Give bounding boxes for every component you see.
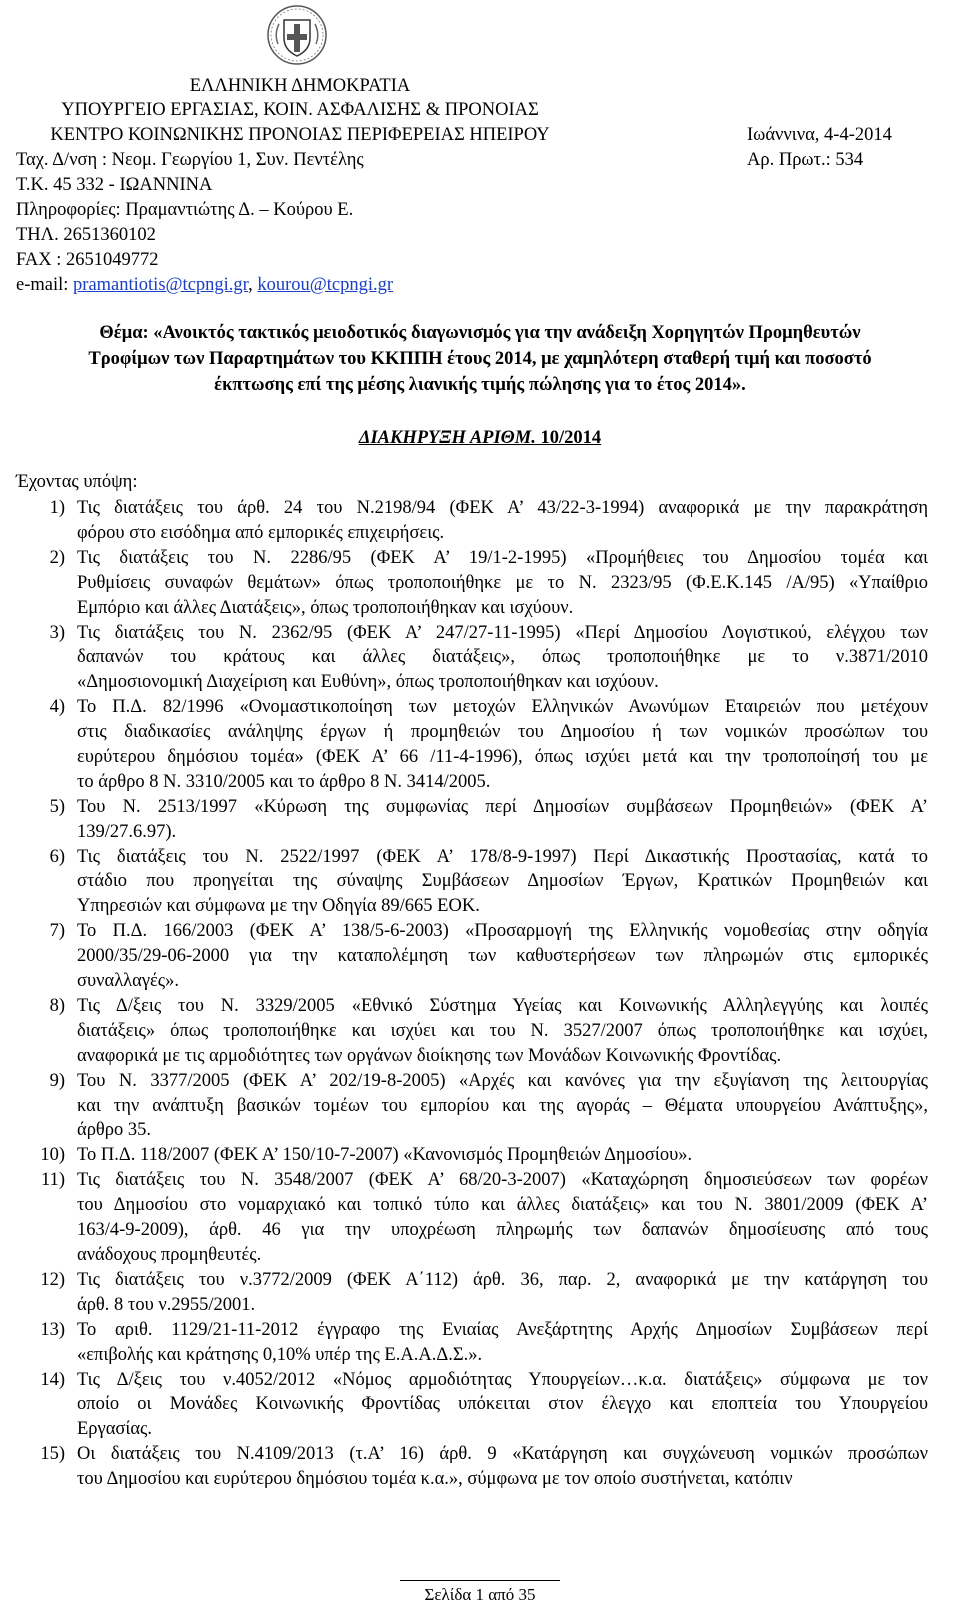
list-item-number: 1) [49,498,65,518]
list-item-line: Το Π.Δ. 118/2007 (ΦΕΚ Α’ 150/10-7-2007) «Κανονισμός Προμηθειών Δημοσίου». [77,1145,693,1166]
list-item-line: Του Ν. 2513/1997 «Κύρωση της συμφωνίας περί Δημοσίων συμβάσεων Προμηθειών» (ΦΕΚ Α’ [77,796,928,817]
declaration-number: 10/2014 [535,428,602,448]
list-item-line: 163/4-9-2009), άρθ. 46 για την υποχρέωση πληρωμής των δαπανών δημοσίευσης από τους [77,1220,928,1241]
list-item-line: Το αριθ. 1129/21-11-2012 έγγραφο της Ενιαίας Ανεξάρτητης Αρχής Δημοσίων Συμβάσεων περί [77,1319,928,1340]
list-item-line: Τις διατάξεις του Ν. 2522/1997 (ΦΕΚ Α’ 178/8-9-1997) Περί Δικαστικής Προστασίας, κατά το [77,846,928,867]
header-line-republic: ΕΛΛΗΝΙΚΗ ΔΗΜΟΚΡΑΤΙΑ [189,76,411,96]
list-item-number: 6) [49,846,65,867]
list-item-line: Υπηρεσιών και σύμφωνα με την Οδηγία 89/665 ΕΟΚ. [77,896,480,917]
list-item-number: 5) [49,796,65,817]
list-item-line: «Δημοσιονομική Διαχείριση και Ευθύνη», όπως τροποποιήθηκαν και ισχύουν. [77,672,659,693]
subject-line: Θέμα: «Ανοικτός τακτικός μειοδοτικός διαγωνισμός για την ανάδειξη Χορηγητών Προμηθευτών [99,323,861,343]
declaration-title [0,426,960,450]
list-item-number: 2) [49,547,65,568]
list-item-line: Τις Δ/ξεις του ν.4052/2012 «Νόμος αρμοδιότητας Υπουργείων…κ.α. διατάξεις» σύμφωνα με τον [77,1369,928,1390]
greek-state-emblem-icon [266,4,328,66]
list-item-line: Τις Δ/ξεις του Ν. 3329/2005 «Εθνικό Σύστημα Υγείας και Κοινωνικής Αλληλεγγύης και λοιπές [77,996,928,1016]
list-item-number: 13) [40,1319,65,1340]
list-item-number: 3) [49,622,65,643]
header-address: Ταχ. Δ/νση : Νεομ. Γεωργίου 1, Συν. Πεντέλης [16,150,364,170]
declaration-label: ΔΙΑΚΗΡΥΞΗ ΑΡΙΘΜ. [358,428,536,448]
list-item-line: άρθρο 35. [77,1120,152,1141]
email-label: e-mail: [16,275,74,295]
header-phone: ΤΗΛ. 2651360102 [16,225,156,245]
subject-block [20,320,940,398]
header-line-center: ΚΕΝΤΡΟ ΚΟΙΝΩΝΙΚΗΣ ΠΡΟΝΟΙΑΣ ΠΕΡΙΦΕΡΕΙΑΣ ΗΠΕΙΡΟΥ [50,125,550,145]
list-item-line: Οι διατάξεις του Ν.4109/2013 (τ.Α’ 16) άρθ. 9 «Κατάργηση και συγχώνευση νομικών προσώπων [77,1444,928,1465]
list-item-line: Του Ν. 3377/2005 (ΦΕΚ Α’ 202/19-8-2005) «Αρχές και κανόνες για την εξυγίανση της λειτουργίας [77,1070,928,1091]
header-line-ministry: ΥΠΟΥΡΓΕΙΟ ΕΡΓΑΣΙΑΣ, ΚΟΙΝ. ΑΣΦΑΛΙΣΗΣ & ΠΡΟΝΟΙΑΣ [61,100,539,120]
list-item-number: 10) [40,1145,65,1166]
list-item-line: το άρθρο 8 Ν. 3310/2005 και το άρθρο 8 Ν. 3414/2005. [77,771,491,792]
header-fax: FAX : 2651049772 [16,250,159,270]
page-footer: Σελίδα 1 από 35 [424,1585,536,1604]
list-item-line: 139/27.6.97). [77,821,177,842]
protocol-number: Αρ. Πρωτ.: 534 [747,150,864,170]
list-item-line: 2000/35/29-06-2000 για την καταπολέμηση των καθυστερήσεων των πληρωμών στις εμπορικές [77,946,928,967]
list-item-line: αναφορικά με τις αρμοδιότητες των οργάνων διοίκησης των Μονάδων Κοινωνικής Φροντίδας. [77,1045,782,1066]
list-item-line: δαπανών του κράτους και άλλες διατάξεις», όπως τροποποιήθηκε με το ν.3871/2010 [77,647,928,668]
list-item-line: Τις διατάξεις του Ν. 2286/95 (ΦΕΚ Α’ 19/1-2-1995) «Προμήθειες του Δημοσίου τομέα και [77,547,928,568]
header-info: Πληροφορίες: Πραμαντιώτης Δ. – Κούρου Ε. [16,200,354,220]
list-item-line: Εμπόριο και άλλες Διατάξεις», όπως τροποποιήθηκαν και ισχύουν. [77,597,574,618]
list-item-line: στις διαδικασίες ανάληψης έργων ή προμηθειών του Δημοσίου ή των νομικών προσώπων του [77,722,928,743]
list-item-line: ανάδοχους προμηθευτές. [77,1244,262,1265]
list-item-line: «επιβολής και κράτησης 0,10% υπέρ της Ε.Α.Α.Δ.Σ.». [77,1344,483,1365]
list-item-line: ευρύτερου δημόσιου τομέα» (ΦΕΚ Α’ 66 /11-4-1996), όπως ισχύει μετά και την τροποποίησή του με [77,746,928,767]
list-item-number: 7) [49,921,65,942]
list-item-line: Ρυθμίσεις συναφών θεμάτων» όπως τροποποιήθηκε με το Ν. 2323/95 (Φ.Ε.Κ.145 /Α/95) «Υπαίθριο [77,572,928,593]
list-item-line: φόρου στο εισόδημα από εμπορικές επιχειρήσεις. [77,522,445,543]
list-item-number: 11) [41,1170,65,1191]
subject-line: έκπτωσης επί της μέσης λιανικής τιμής πώλησης για το έτος 2014». [214,375,746,395]
intro-text: Έχοντας υπόψη: [16,472,138,492]
list-item-line: άρθ. 8 του ν.2955/2001. [77,1294,256,1315]
email-link-kourou[interactable]: kourou@tcpngi.gr [257,275,394,295]
list-item-line: Τις διατάξεις του ν.3772/2009 (ΦΕΚ Α΄112) άρθ. 36, παρ. 2, αναφορικά με την κατάργηση του [77,1269,928,1290]
list-item-number: 4) [49,697,65,718]
list-item-line: Τις διατάξεις του άρθ. 24 του Ν.2198/94 (ΦΕΚ Α’ 43/22-3-1994) αναφορικά με την παρακράτηση [77,498,928,518]
list-item-number: 8) [49,996,65,1016]
list-item-line: Τις διατάξεις του Ν. 3548/2007 (ΦΕΚ Α’ 68/20-3-2007) «Καταχώρηση δημοσιεύσεων των φορέων [77,1170,928,1191]
list-item-line: του Δημοσίου στο νομαρχιακό και τοπικό τύπο και άλλες διατάξεις» και του Ν. 3801/2009 (ΦΕΚ Α’ [77,1195,928,1216]
list-item-line: Εργασίας. [77,1419,152,1440]
list-item-line: στάδιο που προηγείται της σύναψης Συμβάσεων Δημοσίων Έργων, Κρατικών Προμηθειών και [77,871,928,892]
list-item-line: οποίο οι Μονάδες Κοινωνικής Φροντίδας υπόκειται στον έλεγχο και εποπτεία του Υπουργείου [77,1394,928,1415]
list-item-number: 15) [40,1444,65,1465]
list-item-line: διατάξεις» όπως τροποποιήθηκε και ισχύει και του Ν. 3527/2007 όπως τροποποιήθηκε και ισχύει, [77,1020,928,1041]
header-email-line [16,273,393,297]
email-separator: , [248,275,258,295]
list-item-line: Το Π.Δ. 82/1996 «Ονομαστικοποίηση των μετοχών Ελληνικών Ανωνύμων Εταιρειών που μετέχουν [77,697,928,718]
subject-line: Τροφίμων των Παραρτημάτων του ΚΚΠΠΗ έτους 2014, με χαμηλότερη σταθερή τιμή και ποσοστό [88,349,872,369]
header-postal: Τ.Κ. 45 332 - ΙΩΑΝΝΙΝΑ [16,175,213,195]
email-link-pramantiotis[interactable]: pramantiotis@tcpngi.gr [73,275,249,295]
list-item-line: και την ανάπτυξη βασικών τομέων του εμπορίου και της αγοράς – Θέματα υπουργείου Ανάπτυξης», [77,1095,928,1116]
list-item-number: 14) [40,1369,65,1390]
place-date: Ιωάννινα, 4-4-2014 [747,125,892,145]
list-item-line: Το Π.Δ. 166/2003 (ΦΕΚ Α’ 138/5-6-2003) «Προσαρμογή της Ελληνικής νομοθεσίας στην οδηγία [77,921,928,942]
list-item-line: συναλλαγές». [77,971,179,992]
list-item-line: Τις διατάξεις του Ν. 2362/95 (ΦΕΚ Α’ 247/27-11-1995) «Περί Δημοσίου Λογιστικού, ελέγχου των [77,622,928,643]
footer-divider [400,1580,560,1581]
list-item-number: 9) [49,1070,65,1091]
list-item-number: 12) [40,1269,65,1290]
list-item-line: του Δημοσίου και ευρύτερου δημόσιου τομέα κ.α.», σύμφωνα με τον οποίο συστήνεται, κατόπιν [77,1469,793,1490]
